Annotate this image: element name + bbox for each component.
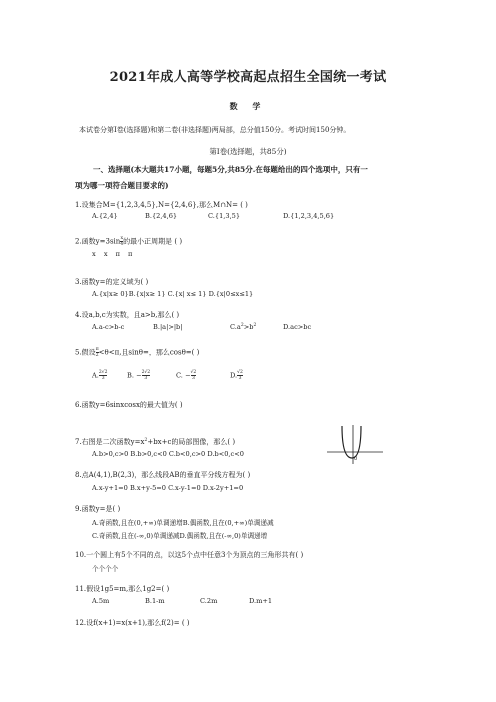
question-1-stem: 1.设集合M={1,2,3,4,5},N={2,4,6},那么M∩N= ( ) bbox=[75, 201, 248, 209]
question-8-stem: 8.点A(4,1),B(2,3)，那么线段AB的垂直平分线方程为( ) bbox=[75, 471, 251, 479]
question-5-stem bbox=[75, 347, 199, 358]
question-5-option-d-num: √2 bbox=[237, 370, 243, 375]
question-10-stem: 10.一个圆上有5个不同的点，以这5个点中任意3个为顶点的三角形共有( ) bbox=[75, 551, 304, 559]
question-3-stem: 3.函数y=的定义域为( ) bbox=[75, 278, 149, 286]
question-4-option-c-sup2: 2 bbox=[253, 323, 257, 328]
question-4-option-c-pre: C.a bbox=[230, 323, 241, 331]
question-5-option-c-label: C. − bbox=[176, 371, 191, 380]
section-heading-line1: 一、选择题(本大题共17小题，每题5分,共85分.在每题给出的四个选项中，只有一 bbox=[93, 165, 368, 174]
question-7-stem bbox=[75, 437, 235, 447]
question-11-option-c: C.2m bbox=[200, 597, 218, 605]
question-11-stem: 11.假设1g5=m,那么1g2=( ) bbox=[75, 585, 170, 593]
question-4-option-c bbox=[230, 323, 256, 331]
question-5-option-b bbox=[127, 370, 150, 381]
question-1-option-a: A.{2,4} bbox=[92, 212, 118, 220]
subject-heading: 数 学 bbox=[229, 101, 267, 111]
question-5-stem-pre: 5.假设 bbox=[75, 348, 96, 357]
question-11-option-a: A.5m bbox=[92, 597, 110, 605]
question-5-option-d bbox=[230, 370, 243, 381]
question-2-frac-num: x bbox=[120, 236, 123, 241]
question-5-option-b-label: B. − bbox=[127, 371, 142, 380]
question-9-options-cd: C.奇函数,且在(-∞,0)单调递减D.偶函数,且在(-∞,0)单调递增 bbox=[92, 532, 268, 540]
question-4-option-b: B.|a|>|b| bbox=[153, 323, 183, 331]
question-7-superscript: 2 bbox=[144, 438, 148, 443]
question-5-option-b-den: 3 bbox=[142, 375, 151, 381]
question-7-stem-pre: 7.右图是二次函数y=x bbox=[75, 438, 145, 446]
question-6-stem: 6.函数y=6sinxcosx的最大值为( ) bbox=[75, 401, 183, 409]
question-5-option-d-den: 3 bbox=[238, 376, 242, 381]
exam-intro: 本试卷分第Ⅰ卷(选择题)和第二卷(非选择题)两局部，总分值150分。考试时间150分钟。 bbox=[79, 126, 351, 134]
question-5-frac-den: 2 bbox=[95, 353, 99, 358]
question-4-option-c-mid: >b bbox=[243, 323, 254, 331]
question-11-option-d: D.m+1 bbox=[249, 597, 273, 605]
graph-origin-label: 0 bbox=[354, 456, 358, 462]
question-5-option-c bbox=[176, 370, 196, 381]
question-1-option-c: C.{1,3,5} bbox=[208, 212, 241, 220]
question-11-option-b: B.1-m bbox=[145, 597, 165, 605]
question-5-option-d-frac bbox=[237, 370, 243, 381]
question-5-option-c-num: √2 bbox=[190, 370, 197, 375]
question-5-option-c-frac bbox=[191, 370, 197, 381]
question-8-options: A.x-y+1=0 B.x+y-5=0 C.x-y-1=0 D.x-2y+1=0 bbox=[92, 484, 244, 492]
question-5-option-a-frac bbox=[99, 370, 108, 381]
parabola-graph bbox=[325, 424, 385, 466]
question-5-option-a-den: 3 bbox=[99, 375, 108, 381]
question-3-options: A.{x|x≥ 0}B.{x|x≥ 1} C.{x| x≤ 1} D.{x|0≤x≤1} bbox=[92, 290, 254, 298]
question-5-stem-post: <θ<π,且sinθ=，那么cosθ=( ) bbox=[98, 348, 200, 357]
question-12-stem: 12.设f(x+1)=x(x+1),那么f(2)= ( ) bbox=[75, 619, 190, 627]
question-9-stem: 9.函数y=是( ) bbox=[75, 505, 121, 513]
parabola-curve bbox=[342, 426, 361, 458]
question-4-option-d: D.ac>bc bbox=[283, 323, 312, 331]
question-5-option-b-frac bbox=[142, 370, 151, 381]
question-5-option-a-label: A. bbox=[92, 371, 99, 380]
question-2-options: x x π π bbox=[92, 250, 136, 258]
question-5-option-c-den: 3 bbox=[191, 376, 195, 381]
question-4-option-a: A.a-c>b-c bbox=[92, 323, 125, 331]
question-2-frac-den: 4 bbox=[120, 242, 124, 247]
question-4-stem: 4.设a,b,c为实数，且a>b,那么( ) bbox=[75, 311, 180, 319]
question-4-option-c-sup1: 2 bbox=[240, 323, 244, 328]
volume-heading: 第Ⅰ卷(选择题，共85分) bbox=[209, 147, 287, 156]
question-2-stem-pre: 2.函数y=3sin bbox=[75, 237, 121, 246]
question-1-option-b: B.{2,4,6} bbox=[145, 212, 178, 220]
question-7-stem-post: +bx+c的局部图像，那么( ) bbox=[147, 438, 236, 446]
question-1-option-d: D.{1,2,3,4,5,6} bbox=[283, 212, 335, 220]
exam-title: 2021年成人高等学校高起点招生全国统一考试 bbox=[109, 70, 387, 85]
question-5-option-b-num: 2√2 bbox=[141, 370, 151, 375]
question-10-options: 个个个个 bbox=[92, 565, 119, 573]
question-5-frac-num: π bbox=[95, 347, 99, 352]
question-5-option-a bbox=[92, 370, 107, 381]
question-2-stem bbox=[75, 236, 182, 247]
question-2-stem-post: 的最小正周期是 ( ) bbox=[123, 237, 183, 246]
question-5-option-d-label: D. bbox=[230, 371, 238, 380]
question-9-options-ab: A.奇函数,且在(0,+∞)单调递增B.偶函数,且在(0,+∞)单调递减 bbox=[92, 519, 274, 527]
question-7-options: A.b>0,c>0 B.b>0,c<0 C.b<0,c>0 D.b<0,c<0 bbox=[92, 450, 244, 458]
section-heading-line2: 项为哪一项符合题目要求的) bbox=[75, 181, 169, 190]
question-5-option-a-num: 2√2 bbox=[98, 370, 108, 375]
